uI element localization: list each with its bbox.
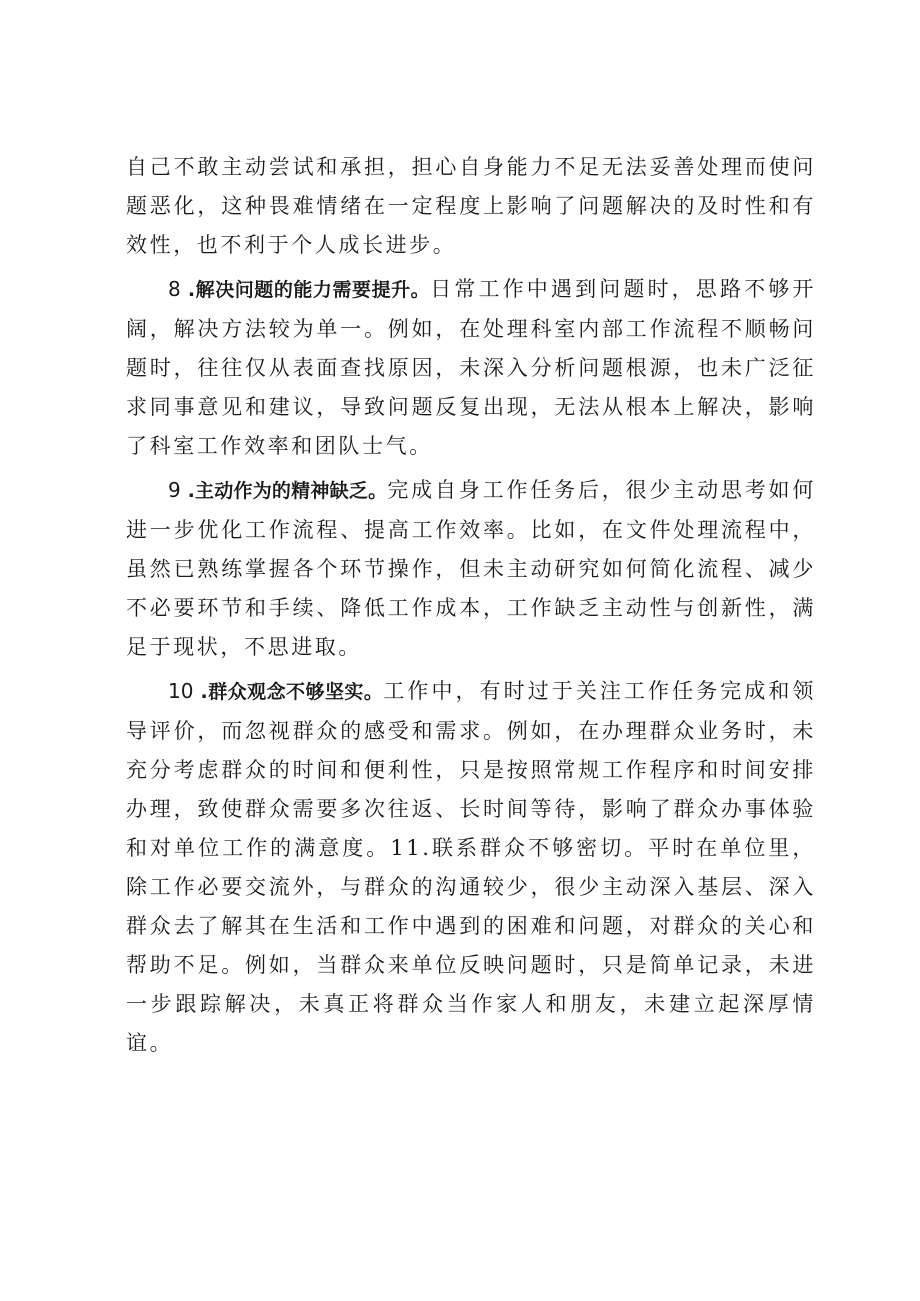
- document-body: [126, 148, 816, 1068]
- paragraph-item-10: [126, 672, 816, 1063]
- item-body: 日常工作中遇到问题时，思路不够开阔，解决方法较为单一。例如，在处理科室内部工作流程不顺畅问题时，往往仅从表面查找原因，未深入分析问题根源，也未广泛征求同事意见和建议，导致问题反复出现，无法从根本上解决，影响了科室工作效率和团队士气。: [126, 277, 816, 458]
- item-heading: .群众观念不够坚实。: [193, 681, 384, 703]
- item-number: 9: [168, 478, 181, 502]
- item-body: 完成自身工作任务后，很少主动思考如何进一步优化工作流程、提高工作效率。比如，在文件处理流程中，虽然已熟练掌握各个环节操作，但未主动研究如何简化流程、减少不必要环节和手续、降低工作成本，工作缺乏主动性与创新性，满足于现状，不思进取。: [126, 478, 816, 659]
- item-heading: .解决问题的能力需要提升。: [180, 279, 431, 301]
- paragraph-continuation: [126, 148, 816, 265]
- paragraph-text: 自己不敢主动尝试和承担，担心自身能力不足无法妥善处理而使问题恶化，这种畏难情绪在一定程度上影响了问题解决的及时性和有效性，也不利于个人成长进步。: [126, 155, 816, 257]
- item-heading: .主动作为的精神缺乏。: [180, 480, 388, 502]
- item-number: 10: [168, 679, 194, 703]
- paragraph-item-9: [126, 471, 816, 667]
- item-body: 工作中，有时过于关注工作任务完成和领导评价，而忽视群众的感受和需求。例如，在办理群众业务时，未充分考虑群众的时间和便利性，只是按照常规工作程序和时间安排办理，致使群众需要多次往返、长时间等待，影响了群众办事体验和对单位工作的满意度。11.联系群众不够密切。平时在单位里，除工作必要交流外，与群众的沟通较少，很少主动深入基层、深入群众去了解其在生活和工作中遇到的困难和问题，对群众的关心和帮助不足。例如，当群众来单位反映问题时，只是简单记录，未进一步跟踪解决，未真正将群众当作家人和朋友，未建立起深厚情谊。: [126, 679, 816, 1055]
- paragraph-item-8: [126, 270, 816, 466]
- item-number: 8: [168, 277, 181, 301]
